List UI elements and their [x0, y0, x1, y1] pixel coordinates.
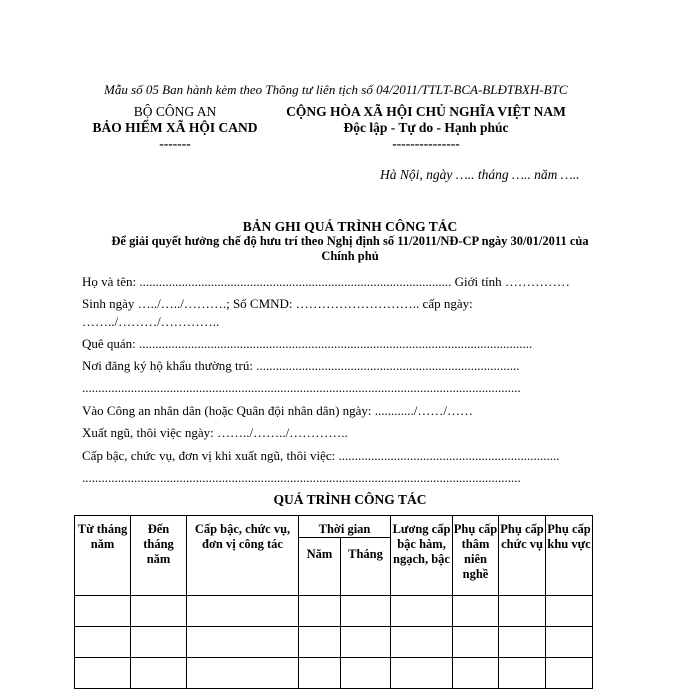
col-duration: Thời gian [299, 516, 391, 538]
table-cell[interactable] [453, 658, 499, 689]
field-name[interactable]: Họ và tên: ................................................................................................ Giới tính …………… [82, 274, 570, 289]
table-cell[interactable] [341, 627, 391, 658]
table-cell[interactable] [499, 658, 546, 689]
table-cell[interactable] [187, 627, 299, 658]
table-row [75, 658, 593, 689]
place-date: Hà Nội, ngày ….. tháng ….. năm ….. [380, 167, 580, 182]
table-cell[interactable] [453, 627, 499, 658]
table-cell[interactable] [187, 596, 299, 627]
field-hometown[interactable]: Quê quán: ......................................................................................................................... [82, 336, 533, 351]
col-years: Năm [299, 538, 341, 596]
table-cell[interactable] [546, 596, 593, 627]
org-ministry: BỘ CÔNG AN [133, 104, 217, 119]
field-residence-cont[interactable]: ....................................................................................................................................... [82, 380, 521, 395]
organization-block [80, 104, 270, 152]
table-cell[interactable] [75, 596, 131, 627]
col-from-date: Từ tháng năm [75, 516, 131, 596]
table-title: QUÁ TRÌNH CÔNG TÁC [273, 492, 427, 507]
national-motto-block [276, 104, 576, 152]
field-issue-date[interactable]: ……../………/………….. [82, 314, 220, 329]
col-position-unit: Cấp bậc, chức vụ, đơn vị công tác [187, 516, 299, 596]
table-cell[interactable] [499, 627, 546, 658]
col-months: Tháng [341, 538, 391, 596]
document-subtitle-cont: Chính phủ [321, 249, 379, 263]
col-seniority-allowance: Phụ cấp thâm niên nghề [453, 516, 499, 596]
document-subtitle: Để giải quyết hưởng chế độ hưu trí theo Nghị định số 11/2011/NĐ-CP ngày 30/01/2011 của [111, 234, 589, 248]
table-row [75, 627, 593, 658]
table-cell[interactable] [131, 596, 187, 627]
table-cell[interactable] [131, 658, 187, 689]
document-title-block [70, 219, 630, 264]
org-separator: ------- [159, 136, 191, 151]
field-rank-position[interactable]: Cấp bậc, chức vụ, đơn vị khi xuất ngũ, thôi việc: .................................................................... [82, 448, 560, 463]
table-cell[interactable] [75, 627, 131, 658]
table-cell[interactable] [131, 627, 187, 658]
nation-separator: --------------- [392, 136, 460, 151]
table-cell[interactable] [391, 658, 453, 689]
field-join-date[interactable]: Vào Công an nhân dân (hoặc Quân đội nhân dân) ngày: ............/……/…… [82, 403, 474, 418]
nation-motto: Độc lập - Tự do - Hạnh phúc [343, 120, 509, 135]
field-rank-position-cont[interactable]: ....................................................................................................................................... [82, 470, 521, 485]
field-discharge-date[interactable]: Xuất ngũ, thôi việc ngày: ……../……../………….. [82, 425, 348, 440]
table-cell[interactable] [546, 658, 593, 689]
table-row [75, 596, 593, 627]
document-title: BẢN GHI QUÁ TRÌNH CÔNG TÁC [242, 219, 458, 234]
table-cell[interactable] [391, 596, 453, 627]
nation-title: CỘNG HÒA XÃ HỘI CHỦ NGHĨA VIỆT NAM [286, 104, 566, 119]
table-cell[interactable] [499, 596, 546, 627]
org-insurance: BẢO HIỂM XÃ HỘI CAND [92, 120, 258, 135]
table-cell[interactable] [341, 658, 391, 689]
table-cell[interactable] [341, 596, 391, 627]
field-birth-id[interactable]: Sinh ngày …../…../……….; Số CMND: ……………………….. cấp ngày: [82, 296, 473, 311]
table-cell[interactable] [299, 627, 341, 658]
template-note: Mẫu số 05 Ban hành kèm theo Thông tư liên tịch số 04/2011/TTLT-BCA-BLĐTBXH-BTC [104, 82, 568, 97]
table-cell[interactable] [299, 596, 341, 627]
col-salary-grade: Lương cấp bậc hàm, ngạch, bậc [391, 516, 453, 596]
table-cell[interactable] [453, 596, 499, 627]
col-position-allowance: Phụ cấp chức vụ [499, 516, 546, 596]
table-cell[interactable] [187, 658, 299, 689]
work-history-table [74, 515, 593, 689]
col-region-allowance: Phụ cấp khu vực [546, 516, 593, 596]
table-cell[interactable] [75, 658, 131, 689]
field-residence[interactable]: Nơi đăng ký hộ khẩu thường trú: ................................................................................. [82, 358, 520, 373]
table-cell[interactable] [299, 658, 341, 689]
table-cell[interactable] [546, 627, 593, 658]
col-to-date: Đến tháng năm [131, 516, 187, 596]
table-cell[interactable] [391, 627, 453, 658]
